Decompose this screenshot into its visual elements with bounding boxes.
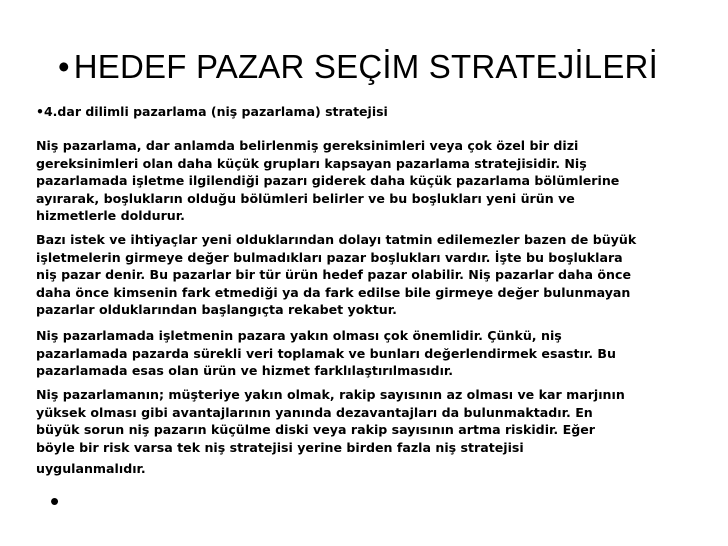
paragraph-line: pazarlamada işletme ilgilendiği pazarı giderek daha küçük pazarlama bölümlerine bbox=[36, 173, 620, 189]
paragraph-line: daha önce kimsenin fark etmediği ya da fark edilse bile girmeye değer bulunmayan bbox=[36, 284, 631, 300]
paragraph-line: hizmetlerle doldurur. bbox=[36, 208, 185, 224]
slide-title bbox=[58, 48, 658, 86]
slide-title-text: HEDEF PAZAR SEÇİM STRATEJİLERİ bbox=[73, 48, 658, 85]
paragraph-line: Niş pazarlama, dar anlamda belirlenmiş gereksinimleri veya çok özel bir dizi bbox=[36, 138, 579, 153]
paragraph-line: Bazı istek ve ihtiyaçlar yeni olduklarından dolayı tatmin edilemezler bazen de büyük bbox=[36, 232, 637, 247]
paragraph-line: işletmelerin girmeye değer bulmadıkları pazar boşlukları vardır. İşte bu boşluklara bbox=[36, 249, 623, 265]
paragraph-line: niş pazar denir. Bu pazarlar bir tür ürün hedef pazar olabilir. Niş pazarlar daha önce bbox=[36, 267, 631, 283]
paragraph-1 bbox=[36, 137, 702, 225]
paragraph-3 bbox=[36, 327, 702, 380]
paragraph-line: uygulanmalıdır. bbox=[36, 461, 146, 477]
paragraph-line: pazarlamada esas olan ürün ve hizmet farklılaştırılmasıdır. bbox=[36, 363, 454, 379]
paragraph-line: pazarlar olduklarından başlangıçta rekabet yoktur. bbox=[36, 302, 397, 318]
paragraph-line: büyük sorun niş pazarın küçülme diski veya rakip sayısının artma riskidir. Eğer bbox=[36, 422, 595, 438]
subheading: •4.dar dilimli pazarlama (niş pazarlama) stratejisi bbox=[36, 104, 388, 119]
paragraph-line: pazarlamada pazarda sürekli veri toplamak ve bunları değerlendirmek esastır. Bu bbox=[36, 345, 616, 361]
title-bullet: • bbox=[58, 48, 70, 85]
paragraph-line: Niş pazarlamanın; müşteriye yakın olmak, rakip sayısının az olması ve kar marjının bbox=[36, 387, 625, 402]
paragraph-line: ayırarak, boşlukların olduğu bölümleri belirler ve bu boşlukları yeni ürün ve bbox=[36, 190, 575, 206]
paragraph-line: gereksinimleri olan daha küçük grupları kapsayan pazarlama stratejisidir. Niş bbox=[36, 155, 587, 171]
paragraph-line: böyle bir risk varsa tek niş stratejisi yerine birden fazla niş stratejisi bbox=[36, 439, 524, 455]
paragraph-line: yüksek olması gibi avantajlarının yanında dezavantajları da bulunmaktadır. En bbox=[36, 404, 593, 420]
paragraph-line: Niş pazarlamada işletmenin pazara yakın olması çok önemlidir. Çünkü, niş bbox=[36, 328, 562, 343]
paragraph-2 bbox=[36, 231, 702, 319]
empty-bullet: • bbox=[50, 486, 60, 516]
paragraph-4 bbox=[36, 386, 702, 478]
